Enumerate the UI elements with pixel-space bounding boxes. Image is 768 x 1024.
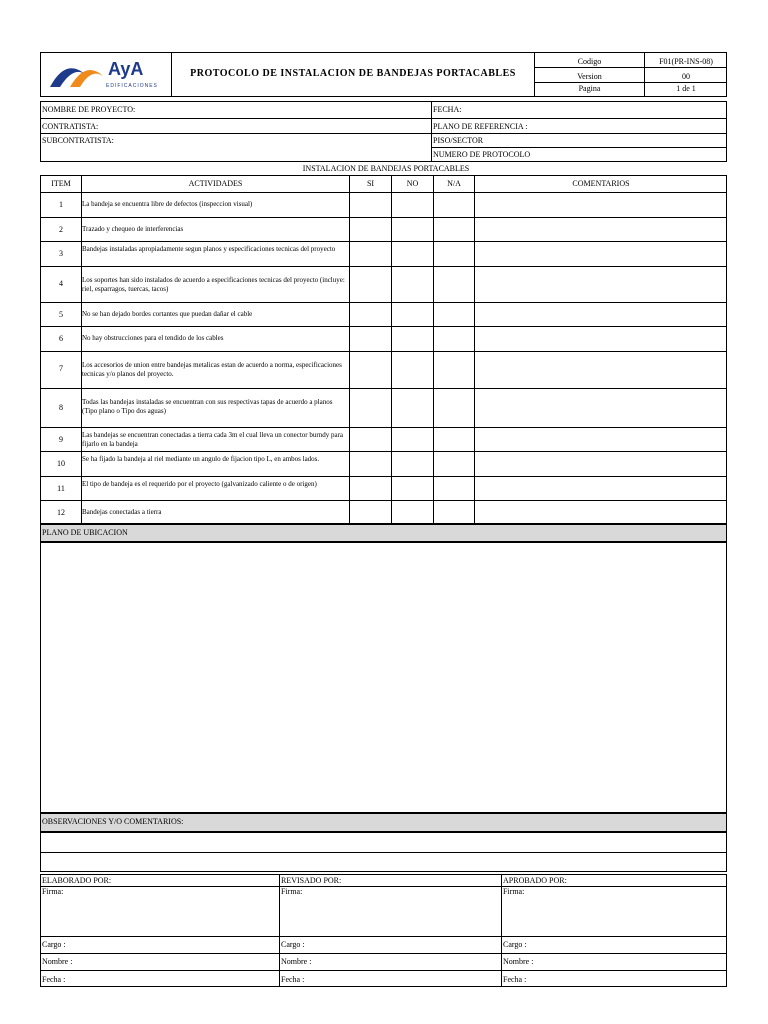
- elaborado-firma[interactable]: Firma:: [42, 887, 64, 896]
- plano-referencia-field[interactable]: PLANO DE REFERENCIA :: [433, 122, 528, 131]
- section-title-bar: INSTALACION DE BANDEJAS PORTACABLES: [302, 164, 470, 173]
- elaborado-nombre[interactable]: Nombre :: [42, 957, 73, 966]
- fecha-field[interactable]: FECHA:: [433, 105, 462, 114]
- table-row-activity: Los accesorios de union entre bandejas metalicas estan de acuerdo a norma, especificaciones tecnicas y/o planos del proyecto.: [82, 361, 342, 378]
- nombre-proyecto-field[interactable]: NOMBRE DE PROYECTO:: [42, 105, 136, 114]
- aprobado-cargo[interactable]: Cargo :: [503, 940, 527, 949]
- revisado-fecha[interactable]: Fecha :: [281, 975, 305, 984]
- col-no: NO: [406, 179, 419, 188]
- logo-subtext: EDIFICACIONES: [106, 83, 158, 89]
- meta-version-value: 00: [682, 72, 690, 81]
- aprobado-nombre[interactable]: Nombre :: [503, 957, 534, 966]
- numero-protocolo-field[interactable]: NUMERO DE PROTOCOLO: [433, 150, 531, 159]
- table-row-item: 3: [59, 249, 63, 258]
- meta-pagina-label: Pagina: [578, 84, 601, 93]
- revisado-cargo[interactable]: Cargo :: [281, 940, 305, 949]
- logo-text: AyA: [108, 59, 144, 79]
- observaciones-label: OBSERVACIONES Y/O COMENTARIOS:: [42, 817, 184, 826]
- aprobado-firma[interactable]: Firma:: [503, 887, 525, 896]
- elaborado-fecha[interactable]: Fecha :: [42, 975, 66, 984]
- table-row-item: 8: [59, 403, 63, 412]
- meta-codigo-label: Codigo: [577, 57, 602, 66]
- table-row-activity: Todas las bandejas instaladas se encuentran con sus respectivas tapas de acuerdo a planos (Tipo plano o Tipo dos aguas): [82, 398, 333, 415]
- table-row-activity: No se han dejado bordes cortantes que puedan dañar el cable: [82, 310, 253, 318]
- table-row-item: 1: [59, 200, 63, 209]
- col-comentarios: COMENTARIOS: [572, 179, 630, 188]
- company-logo: [46, 55, 168, 93]
- table-row-activity: Los soportes han sido instalados de acuerdo a especificaciones tecnicas del proyecto (incluye: riel, esparragos, tuercas, tacos): [82, 276, 345, 293]
- elaborado-cargo[interactable]: Cargo :: [42, 940, 66, 949]
- table-row-activity: Bandejas conectadas a tierra: [82, 508, 162, 516]
- col-si: SI: [366, 179, 375, 188]
- table-row-activity: Bandejas instaladas apropiadamente segun planos y especificaciones tecnicas del proyecto: [82, 245, 336, 253]
- aprobado-fecha[interactable]: Fecha :: [503, 975, 527, 984]
- table-row-activity: La bandeja se encuentra libre de defectos (inspeccion visual): [82, 200, 253, 208]
- table-row-item: 9: [59, 435, 63, 444]
- revisado-title: REVISADO POR:: [281, 876, 342, 885]
- revisado-nombre[interactable]: Nombre :: [281, 957, 312, 966]
- table-row-item: 2: [59, 225, 63, 234]
- info-block: [40, 101, 727, 162]
- elaborado-title: ELABORADO POR:: [42, 876, 112, 885]
- revisado-firma[interactable]: Firma:: [281, 887, 303, 896]
- col-na: N/A: [447, 179, 461, 188]
- table-row-activity: No hay obstrucciones para el tendido de los cables: [82, 334, 224, 342]
- table-row-item: 5: [59, 310, 63, 319]
- table-row-activity: El tipo de bandeja es el requerido por el proyecto (galvanizado caliente o de origen): [82, 480, 317, 488]
- meta-pagina-value: 1 de 1: [676, 84, 696, 93]
- table-row-item: 10: [57, 459, 65, 468]
- table-row-item: 6: [59, 334, 63, 343]
- table-row-activity: Las bandejas se encuentran conectadas a tierra cada 3m el cual lleva un conector burndy para fijarlo en la bandeja: [82, 431, 344, 448]
- plano-ubicacion-label: PLANO DE UBICACION: [42, 528, 128, 537]
- table-row-item: 4: [59, 279, 63, 288]
- piso-sector-field[interactable]: PISO/SECTOR: [433, 136, 484, 145]
- contratista-field[interactable]: CONTRATISTA:: [42, 122, 99, 131]
- table-row-activity: Se ha fijado la bandeja al riel mediante un angulo de fijacion tipo L, en ambos lados.: [82, 455, 320, 463]
- meta-version-label: Version: [577, 72, 602, 81]
- table-row-activity: Trazado y chequeo de interferencias: [82, 225, 184, 233]
- plano-ubicacion-area[interactable]: [40, 542, 727, 813]
- document-title: PROTOCOLO DE INSTALACION DE BANDEJAS PORTACABLES: [190, 68, 516, 79]
- subcontratista-field[interactable]: SUBCONTRATISTA:: [42, 136, 114, 145]
- aprobado-title: APROBADO POR:: [503, 876, 567, 885]
- meta-codigo-value: F01(PR-INS-08): [659, 57, 713, 66]
- table-row-item: 11: [57, 484, 65, 493]
- col-actividades: ACTIVIDADES: [188, 179, 243, 188]
- col-item: ITEM: [51, 179, 71, 188]
- table-row-item: 7: [59, 364, 63, 373]
- table-row-item: 12: [57, 508, 65, 517]
- plano-ubicacion-header: [40, 524, 727, 542]
